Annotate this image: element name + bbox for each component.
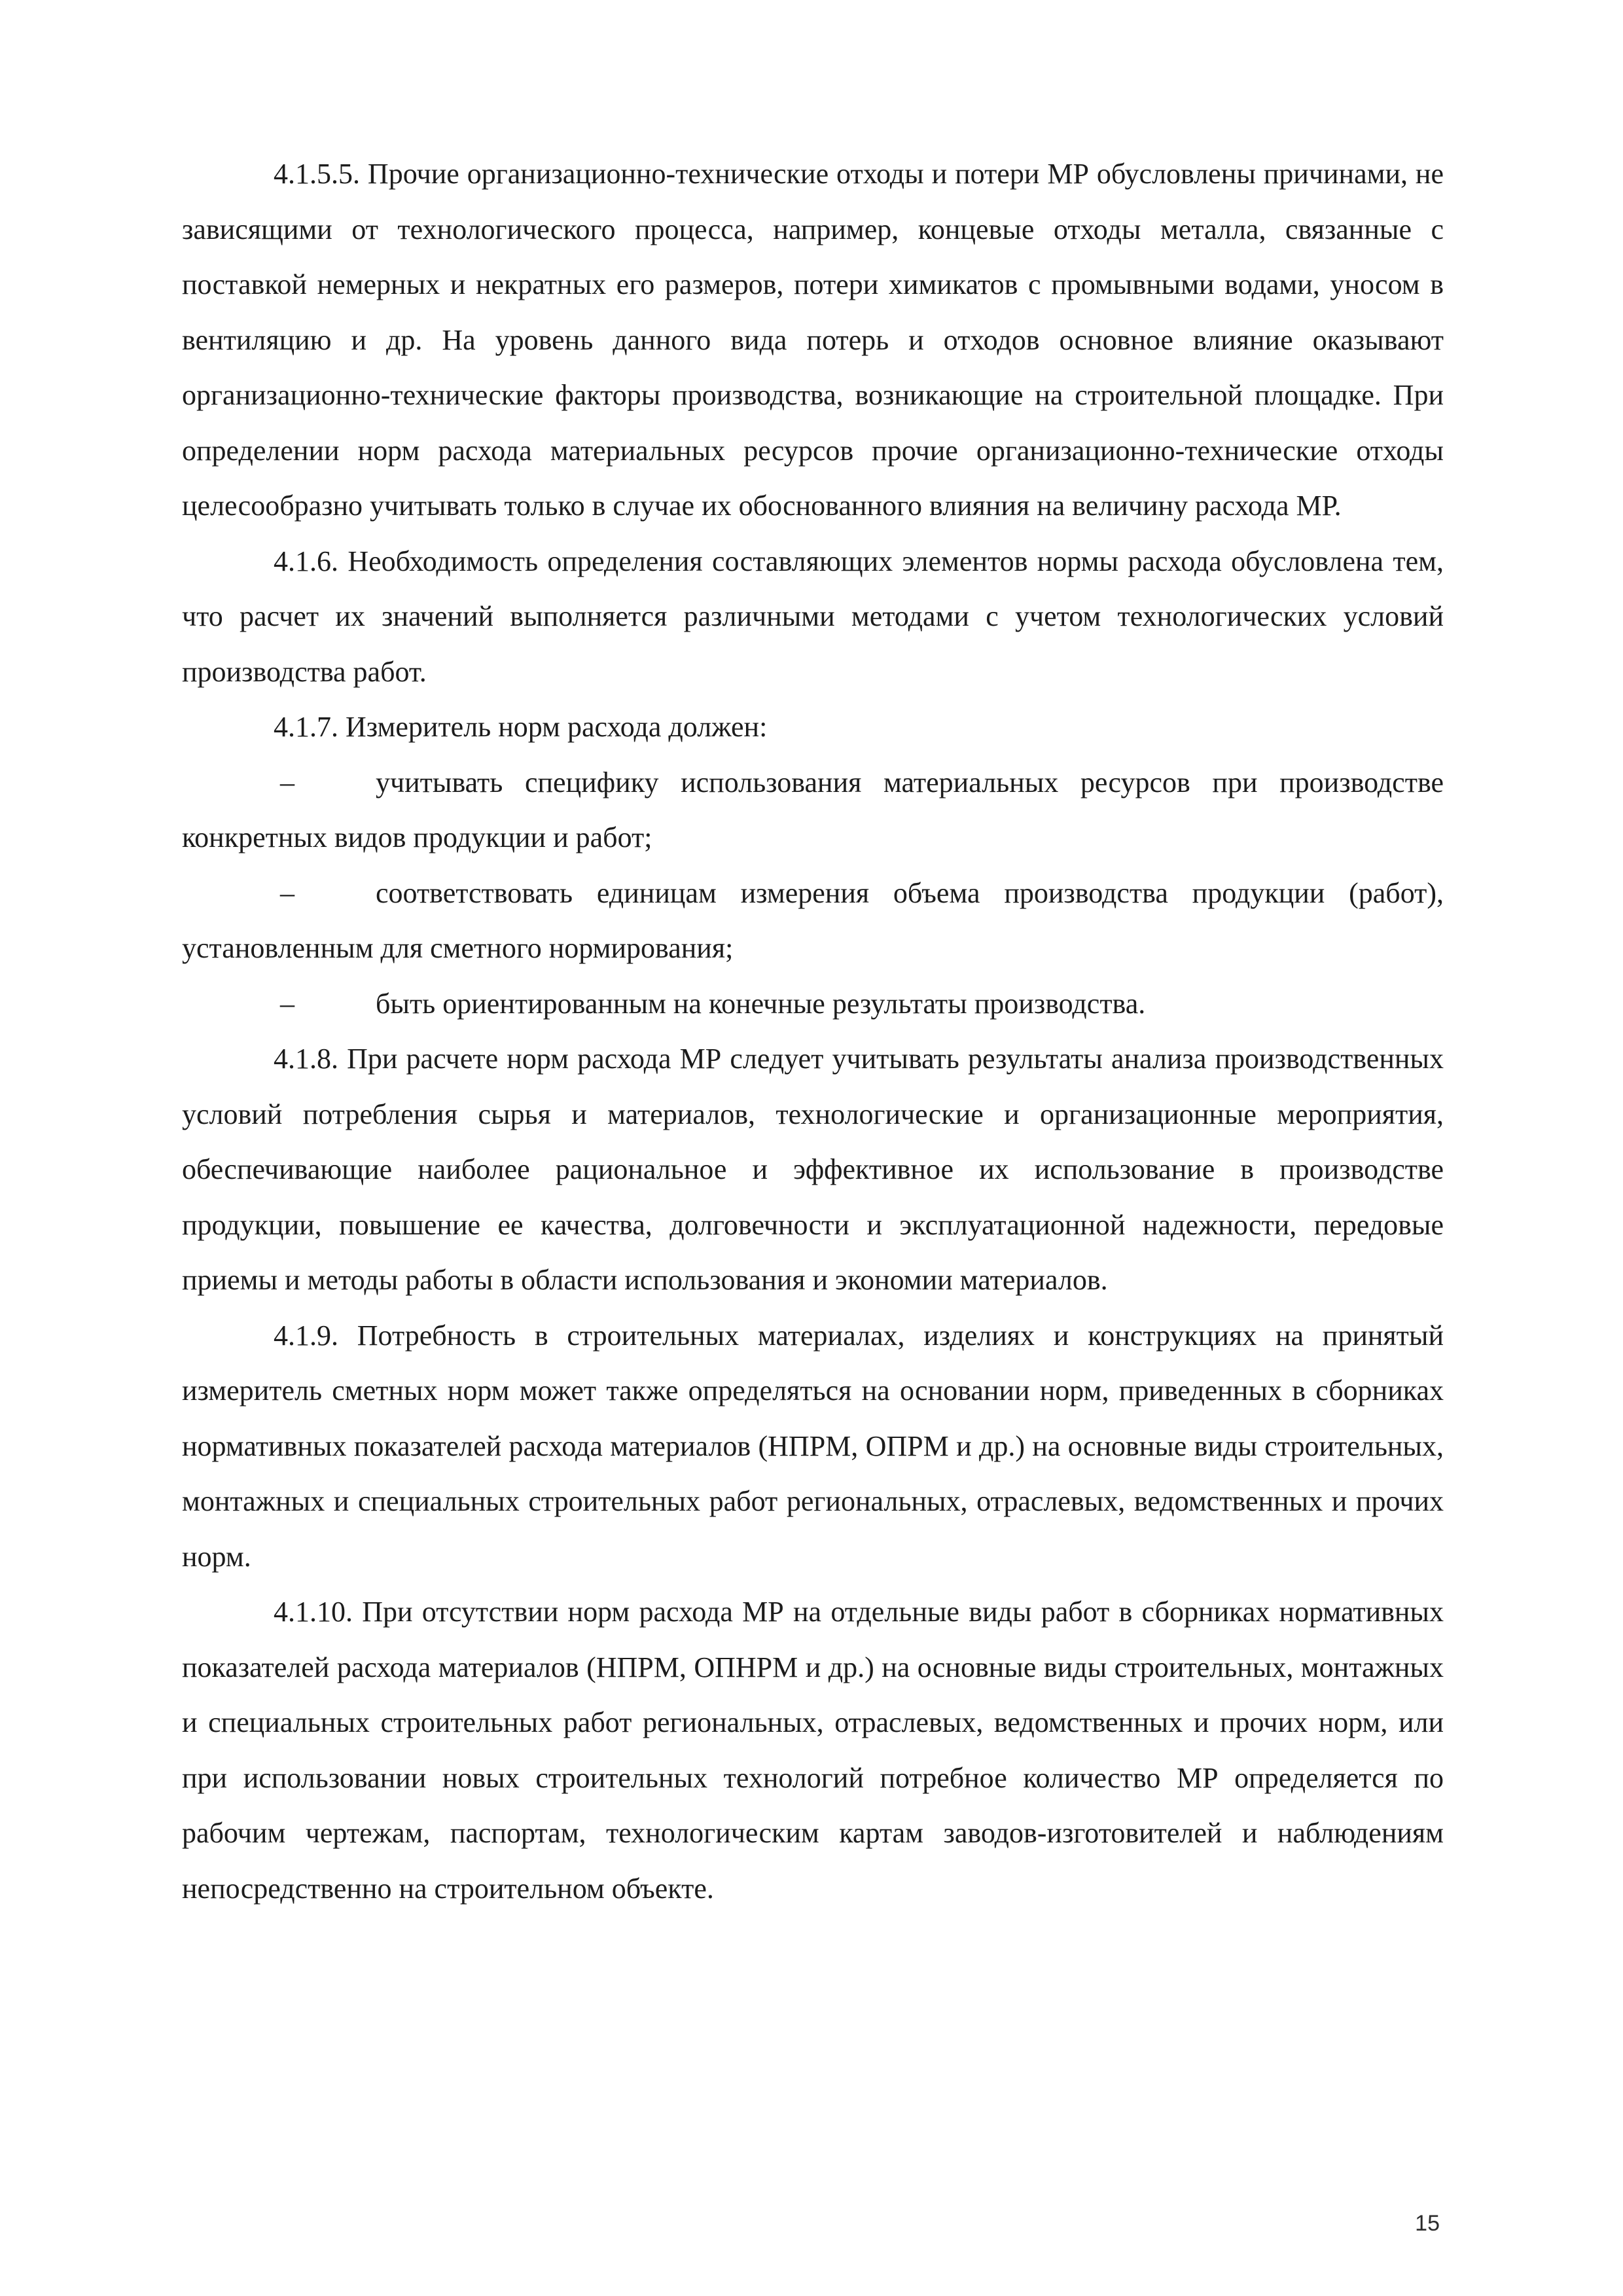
dash-bullet: – <box>280 766 294 798</box>
list-item-text: учитывать специфику использования материальных ресурсов при производстве конкретных видов продукции и работ; <box>182 766 1444 853</box>
dash-bullet: – <box>280 987 294 1020</box>
dash-bullet: – <box>280 876 294 909</box>
list-item <box>182 977 1444 1032</box>
list-item <box>182 866 1444 977</box>
paragraph-4-1-7: 4.1.7. Измеритель норм расхода должен: <box>274 711 768 743</box>
document-body <box>182 147 1444 1916</box>
paragraph-4-1-9: 4.1.9. Потребность в строительных материалах, изделиях и конструкциях на принятый измеритель сметных норм может также определяться на основании норм, приведенных в сборниках нормативных показателей расхода материалов (НПРМ, ОПРМ и др.) на основные виды строительных, монтажных и специальных строительных работ региональных, отраслевых, ведомственных и прочих норм. <box>182 1319 1444 1573</box>
paragraph-4-1-6: 4.1.6. Необходимость определения составляющих элементов нормы расхода обусловлена тем, что расчет их значений выполняется различными методами с учетом технологических условий производства работ. <box>182 545 1444 688</box>
paragraph-4-1-8: 4.1.8. При расчете норм расхода МР следует учитывать результаты анализа производственных условий потребления сырья и материалов, технологические и организационные мероприятия, обеспечивающие наиболее рациональное и эффективное их использование в производстве продукции, повышение ее качества, долговечности и эксплуатационной надежности, передовые приемы и методы работы в области использования и экономии материалов. <box>182 1043 1444 1296</box>
page-number: 15 <box>1415 2211 1440 2236</box>
list-item-text: соответствовать единицам измерения объема производства продукции (работ), установленным для сметного нормирования; <box>182 876 1444 964</box>
paragraph-4-1-5-5: 4.1.5.5. Прочие организационно-технические отходы и потери МР обусловлены причинами, не зависящими от технологического процесса, например, концевые отходы металла, связанные с поставкой немерных и некратных его размеров, потери химикатов с промывными водами, уносом в вентиляцию и др. На уровень данного вида потерь и отходов основное влияние оказывают организационно-технические факторы производства, возникающие на строительной площадке. При определении норм расхода материальных ресурсов прочие организационно-технические отходы целесообразно учитывать только в случае их обоснованного влияния на величину расхода МР. <box>182 158 1444 522</box>
list-item-text: быть ориентированным на конечные результаты производства. <box>376 987 1146 1020</box>
list-item <box>182 755 1444 866</box>
paragraph-4-1-10: 4.1.10. При отсутствии норм расхода МР на отдельные виды работ в сборниках нормативных показателей расхода материалов (НПРМ, ОПНРМ и др.) на основные виды строительных, монтажных и специальных строительных работ региональных, отраслевых, ведомственных и прочих норм, или при использовании новых строительных технологий потребное количество МР определяется по рабочим чертежам, паспортам, технологическим картам заводов-изготовителей и наблюдениям непосредственно на строительном объекте. <box>182 1596 1444 1905</box>
